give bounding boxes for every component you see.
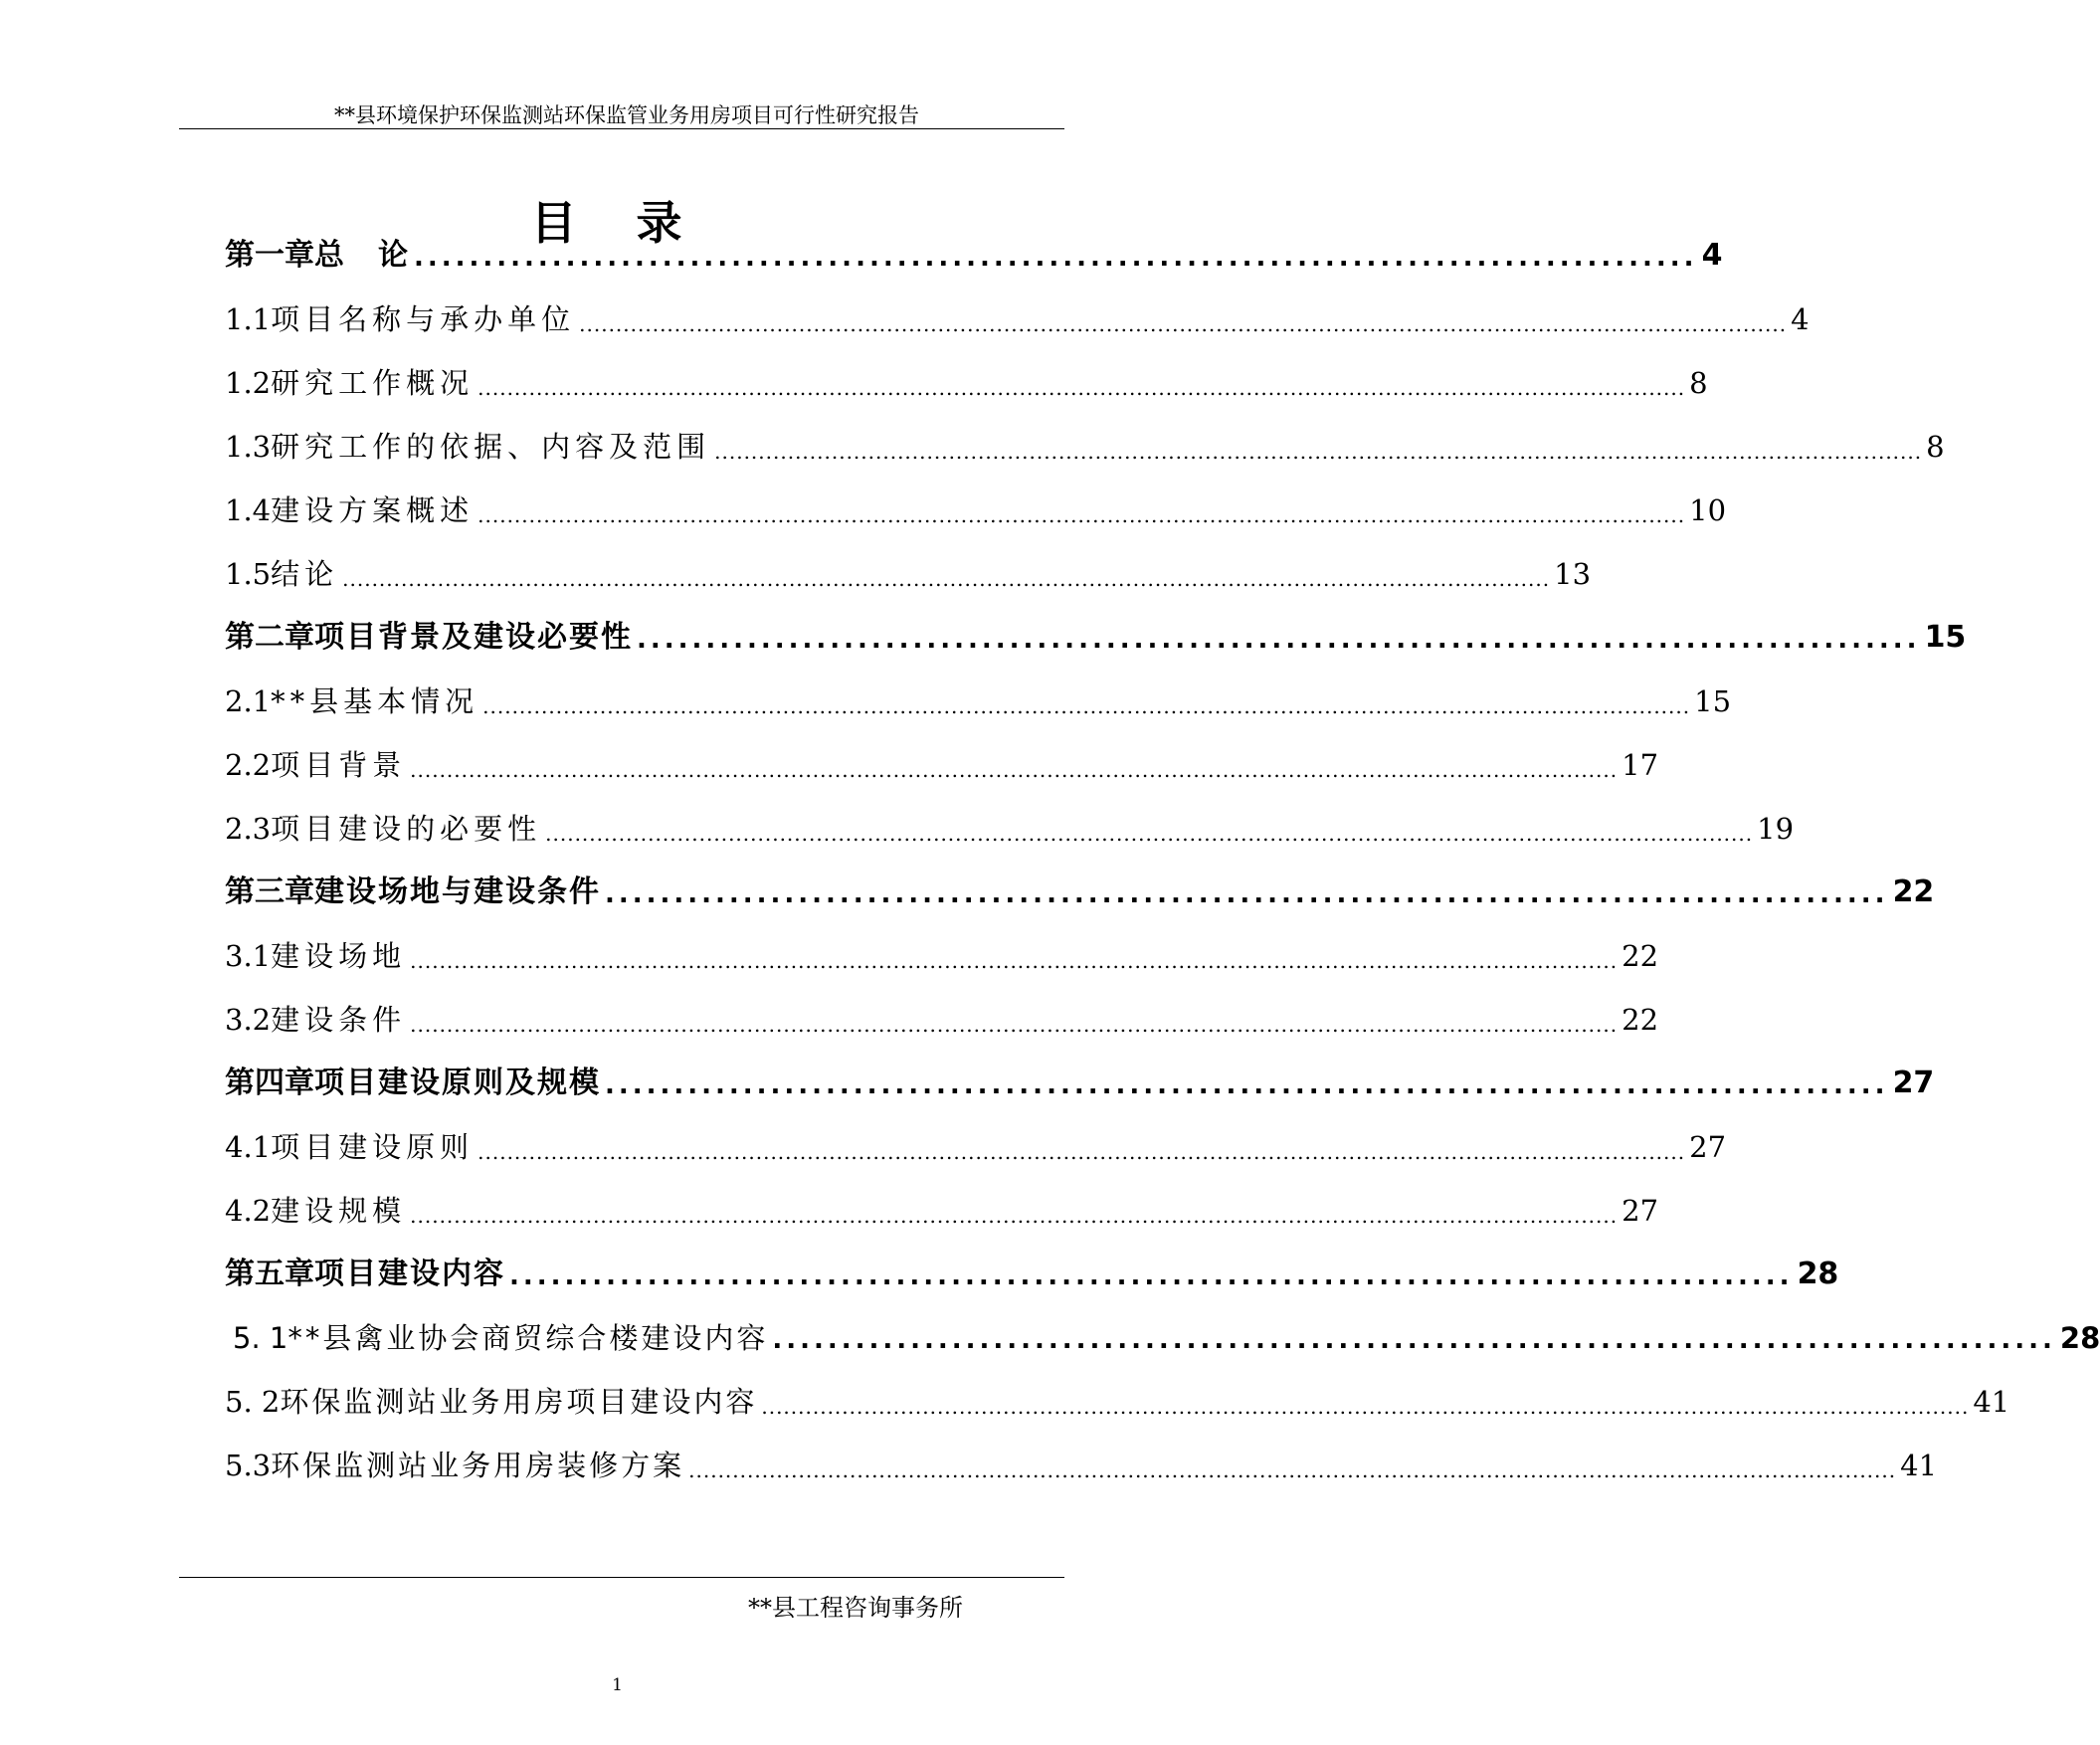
toc-entry-chapter-2[interactable] [225,605,1967,655]
toc-entry-page: 15 [1694,684,1732,718]
toc-entry-number: 5. 1 [233,1321,288,1355]
toc-entry-chapter-3[interactable] [225,860,1935,909]
toc-entry-number: 2.3 [225,812,272,846]
toc-entry-number: 1.4 [225,493,272,527]
toc-entry-title: 项目背景及建设必要性 [314,620,633,655]
toc-entry-number: 3.2 [225,1003,272,1037]
toc-entry-title: 结论 [271,557,339,591]
dot-leader: ..................................................................................................................................................................... [410,949,1619,973]
toc-entry-page: 13 [1554,557,1592,591]
header-rule [179,128,1064,129]
toc-entry-number: 5. 2 [225,1385,281,1419]
toc-entry-title: 建设条件 [271,1003,407,1037]
toc-entry-title: 项目建设内容 [314,1257,505,1291]
toc-entry-page: 17 [1622,748,1659,782]
toc-entry-chapter-4[interactable] [225,1051,1935,1100]
toc-entry-number: 2.2 [225,748,272,782]
toc-entry-title: 环保监测站业务用房装修方案 [271,1449,685,1482]
toc-entry-number: 第二章 [225,620,314,655]
page-number: 1 [612,1675,623,1695]
toc-entry-title: 研究工作概况 [271,366,475,400]
toc-entry-number: 4.2 [225,1194,272,1228]
toc-entry-number: 第一章 [225,238,314,273]
toc-entry-page: 27 [1892,1066,1935,1100]
toc-entry-5-2[interactable] [225,1369,2010,1419]
toc-entry-2-1[interactable] [225,669,1732,718]
toc-entry-page: 22 [1622,939,1659,973]
toc-entry-page: 28 [1797,1257,1839,1291]
footer-organization: **县工程咨询事务所 [748,1594,963,1622]
toc-entry-number: 1.1 [225,302,272,336]
toc-entry-page: 4 [1791,302,1810,336]
dot-leader: ..................................................................................................................................................................... [482,694,1691,718]
toc-entry-page: 4 [1701,238,1723,273]
toc-entry-title: 项目名称与承办单位 [271,302,576,336]
toc-entry-1-5[interactable] [225,541,1592,591]
dot-leader: ..................................................................................................................................................................... [545,822,1754,846]
toc-entry-5-1[interactable] [225,1305,2100,1355]
toc-entry-5-3[interactable] [225,1433,1938,1482]
toc-entry-page: 15 [1924,620,1967,655]
toc-entry-title: 项目建设原则及规模 [314,1066,601,1100]
toc-entry-2-3[interactable] [225,796,1795,846]
toc-entry-1-1[interactable] [225,287,1810,336]
toc-entry-page: 27 [1689,1130,1727,1164]
toc-entry-1-3[interactable] [225,414,1945,464]
toc-entry-title: 建设规模 [271,1194,407,1228]
dot-leader: ............................................................................................. [605,879,1889,909]
toc-entry-title: 项目背景 [271,748,407,782]
toc-entry-number: 1.3 [225,430,272,464]
dot-leader: ..................................................................................................................................................................... [579,312,1788,336]
toc-entry-title: 建设场地 [271,939,407,973]
toc-entry-2-2[interactable] [225,732,1659,782]
toc-entry-number: 4.1 [225,1130,272,1164]
toc-entry-number: 第四章 [225,1066,314,1100]
toc-entry-number: 第三章 [225,874,314,909]
toc-entry-page: 41 [1973,1385,2010,1419]
toc-entry-4-1[interactable] [225,1114,1727,1164]
dot-leader: ..................................................................................................................................................................... [761,1395,1970,1419]
toc-entry-chapter-1[interactable] [225,223,1723,273]
dot-leader: ..................................................................................................................................................................... [342,567,1551,591]
toc-entry-page: 22 [1892,874,1935,909]
toc-entry-chapter-5[interactable] [225,1242,1839,1291]
toc-entry-page: 28 [2059,1321,2100,1355]
dot-leader: ..................................................................................................................................................................... [688,1458,1897,1482]
toc-entry-page: 8 [1689,366,1708,400]
dot-leader: ..................................................................................................................................................................... [477,376,1686,400]
toc-title: 目 录 [530,196,704,250]
toc-entry-number: 2.1 [225,684,272,718]
toc-entry-number: 5.3 [225,1449,272,1482]
toc-entry-3-2[interactable] [225,987,1659,1037]
dot-leader: ............................................................................................. [605,1070,1889,1100]
dot-leader: ..................................................................................................................................................................... [410,1204,1619,1228]
dot-leader: ..................................................................................................................................................................... [410,1013,1619,1037]
dot-leader: ............................................................................................. [637,625,1921,655]
toc-entry-1-4[interactable] [225,478,1727,527]
dot-leader: ..................................................................................................................................................................... [714,440,1923,464]
toc-entry-4-2[interactable] [225,1178,1659,1228]
toc-entry-number: 3.1 [225,939,272,973]
toc-entry-page: 27 [1622,1194,1659,1228]
toc-entry-title: 项目建设的必要性 [271,812,542,846]
toc-entry-title: 建设场地与建设条件 [314,874,601,909]
dot-leader: ............................................................................................. [772,1325,2056,1355]
toc-entry-number: 1.2 [225,366,272,400]
toc-entry-page: 19 [1757,812,1795,846]
dot-leader: ............................................................................................. [414,243,1698,273]
toc-entry-title: 环保监测站业务用房项目建设内容 [280,1385,758,1419]
toc-entry-page: 10 [1689,493,1727,527]
dot-leader: ..................................................................................................................................................................... [477,503,1686,527]
dot-leader: ............................................................................................. [509,1261,1794,1291]
toc-entry-page: 22 [1622,1003,1659,1037]
running-header: **县环境保护环保监测站环保监管业务用房项目可行性研究报告 [334,103,919,127]
toc-entry-title: 研究工作的依据、内容及范围 [271,430,711,464]
toc-entry-page: 8 [1926,430,1945,464]
footer-rule [179,1577,1064,1578]
toc-entry-title: 建设方案概述 [271,493,475,527]
dot-leader: ..................................................................................................................................................................... [410,758,1619,782]
toc-entry-1-2[interactable] [225,350,1708,400]
toc-entry-number: 1.5 [225,557,272,591]
toc-entry-title: **县基本情况 [271,684,479,718]
toc-entry-title: 项目建设原则 [271,1130,475,1164]
toc-entry-title: 总 论 [314,238,410,273]
toc-entry-title: **县禽业协会商贸综合楼建设内容 [287,1321,769,1355]
toc-entry-page: 41 [1900,1449,1938,1482]
toc-entry-number: 第五章 [225,1257,314,1291]
dot-leader: ..................................................................................................................................................................... [477,1140,1686,1164]
toc-entry-3-1[interactable] [225,923,1659,973]
